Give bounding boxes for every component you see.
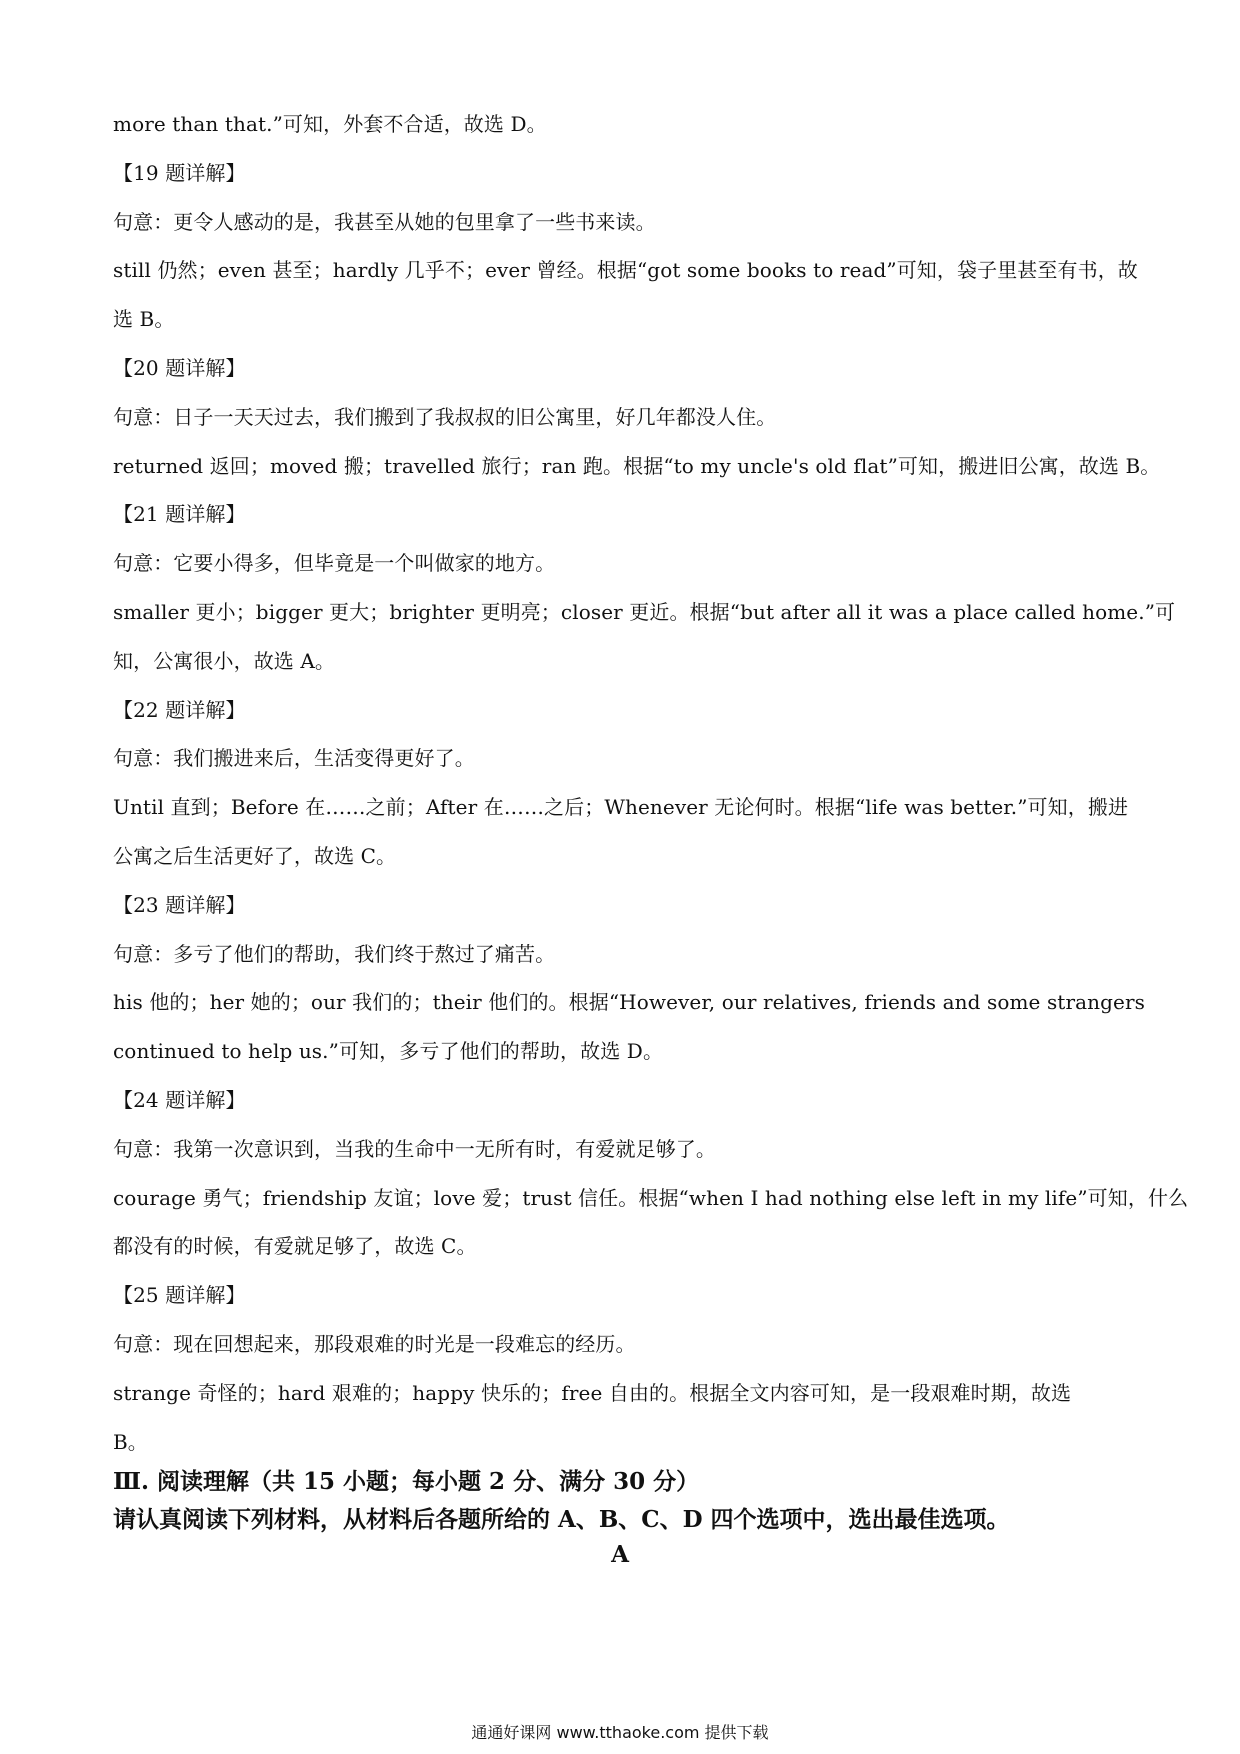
question-heading: 【23 题详解】 <box>113 892 246 917</box>
text-line: B。 <box>113 1429 148 1454</box>
text-line: Until 直到；Before 在……之前；After 在……之后；Whenever 无论何时。根据“life was better.”可知，搬进 <box>113 795 1129 820</box>
footer-watermark: 通通好课网 www.tthaoke.com 提供下载 <box>471 1723 769 1742</box>
text-line: 句意：更令人感动的是，我甚至从她的包里拿了一些书来读。 <box>113 209 656 234</box>
text-line: 都没有的时候，有爱就足够了，故选 C。 <box>113 1234 477 1259</box>
text-line: 知，公寓很小，故选 A。 <box>113 648 336 673</box>
text-line: 句意：我第一次意识到，当我的生命中一无所有时，有爱就足够了。 <box>113 1136 716 1161</box>
text-line: 选 B。 <box>113 307 175 332</box>
question-heading: 【25 题详解】 <box>113 1283 246 1308</box>
text-line: 句意：它要小得多，但毕竟是一个叫做家的地方。 <box>113 551 556 576</box>
text-line: still 仍然；even 甚至；hardly 几乎不；ever 曾经。根据“got some books to read”可知，袋子里甚至有书，故 <box>113 258 1138 283</box>
text-line: more than that.”可知，外套不合适，故选 D。 <box>113 112 547 136</box>
section-instruction: 请认真阅读下列材料，从材料后各题所给的 A、B、C、D 四个选项中，选出最佳选项。 <box>113 1506 1010 1533</box>
text-line: continued to help us.”可知，多亏了他们的帮助，故选 D。 <box>113 1039 664 1064</box>
passage-letter: A <box>611 1541 629 1568</box>
document-body <box>113 100 1189 1466</box>
question-heading: 【20 题详解】 <box>113 355 246 380</box>
text-line: 公寓之后生活更好了，故选 C。 <box>113 843 397 868</box>
text-line: smaller 更小；bigger 更大；brighter 更明亮；closer 更近。根据“but after all it was a place called home.”可 <box>113 599 1176 624</box>
section-title: Ⅲ. 阅读理解（共 15 小题；每小题 2 分、满分 30 分） <box>113 1468 700 1495</box>
question-heading: 【19 题详解】 <box>113 160 246 185</box>
text-line: 句意：多亏了他们的帮助，我们终于熬过了痛苦。 <box>113 941 556 966</box>
text-line: his 他的；her 她的；our 我们的；their 他们的。根据“However, our relatives, friends and some strangers <box>113 990 1145 1015</box>
question-heading: 【21 题详解】 <box>113 502 246 527</box>
text-line: courage 勇气；friendship 友谊；love 爱；trust 信任。根据“when I had nothing else left in my life”可知，什么 <box>113 1185 1189 1210</box>
text-line: 句意：现在回想起来，那段艰难的时光是一段难忘的经历。 <box>113 1331 636 1356</box>
text-line: 句意：日子一天天过去，我们搬到了我叔叔的旧公寓里，好几年都没人住。 <box>113 404 777 429</box>
text-line: 句意：我们搬进来后，生活变得更好了。 <box>113 746 475 771</box>
text-line: strange 奇怪的；hard 艰难的；happy 快乐的；free 自由的。根据全文内容可知，是一段艰难时期，故选 <box>113 1380 1072 1405</box>
text-line: returned 返回；moved 搬；travelled 旅行；ran 跑。根据“to my uncle's old flat”可知，搬进旧公寓，故选 B。 <box>113 453 1161 478</box>
question-heading: 【24 题详解】 <box>113 1087 246 1112</box>
question-heading: 【22 题详解】 <box>113 697 246 722</box>
